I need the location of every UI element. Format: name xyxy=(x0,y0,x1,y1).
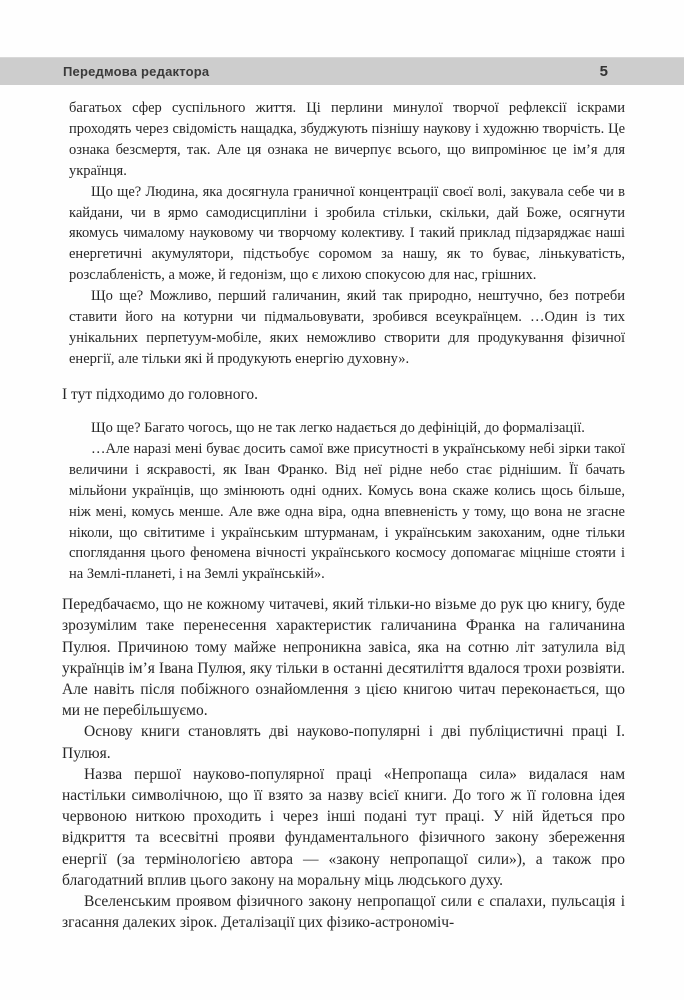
body-paragraph: Основу книги становлять дві науково-популярні і дві публіцистичні праці І. Пулюя. xyxy=(62,723,625,762)
chapter-title: Передмова редактора xyxy=(63,63,210,79)
body-paragraph: Вселенським проявом фізичного закону непропащої сили є спалахи, пульсація і згасання далеких зірок. Деталізації цих фізико-астрономіч- xyxy=(62,893,625,932)
quote-paragraph: Що ще? Людина, яка досягнула граничної концентрації своєї волі, закувала себе чи в кайдани, чи в ярмо самодисципліни і зробила стільки, скільки, дай Боже, осягнути якомусь чималому науковому чи творчому колективу. І такий приклад підзаряджає наші енергетичні акумулятори, підстьобує соромом за нашу, як то буває, лінькуватість, розслабленість, а може, й гедонізм, що є лихою спокусою для нас, грішних. xyxy=(69,183,625,284)
running-header xyxy=(0,57,684,85)
body-paragraph: Назва першої науково-популярної праці «Непропаща сила» видалася нам настільки символічною, що її взято за назву всієї книги. До того ж її головна ідея червоною ниткою проходить і через інші подані тут праці. У ній йдеться про відкриття та всесвітні прояви фундаментального фізичного закону збереження енергії (за термінологією автора — «закону непропащої сили»), а також про благодатний вплив цього закону на моральну міць людського духу. xyxy=(62,765,625,889)
quote-paragraph: Що ще? Багато чогось, що не так легко надається до дефініцій, до формалізації. xyxy=(91,419,585,436)
page-text-block xyxy=(62,98,625,933)
body-paragraph: Передбачаємо, що не кожному читачеві, який тільки-но візьме до рук цю книгу, буде зрозумілим таке перенесення характеристик галичанина Франка на галичанина Пулюя. Причиною тому майже непроникна завіса, яка на сотню літ затулила від українців ім’я Івана Пулюя, яку тільки в останні десятиліття вдалося трохи розвіяти. Але навіть після побіжного ознайомлення з цією книгою читач переконається, що ми не перебільшуємо. xyxy=(62,596,625,720)
quote-paragraph: …Але наразі мені буває досить самої вже присутності в українському небі зірки такої величини і яскравості, як Іван Франко. Від неї рідне небо стає ріднішим. Її бачать мільйони українців, що змінюють одні одних. Комусь вона скаже колись щось більше, ніж мені, комусь менше. Але вже одна віра, одна впевненість у тому, що вона не згасне ніколи, що світитиме і українським штурманам, і українським закоханим, одне тільки споглядання цього феномена вічності українського космосу допомагає міцніше стояти і на Землі-планеті, і на Землі українській». xyxy=(69,440,625,583)
quote-paragraph: Що ще? Можливо, перший галичанин, який так природно, нештучно, без потреби ставити його на котурни чи підмальовувати, зробився всеукраїнцем. …Один із тих унікальних перпетуум-мобіле, яких неможливо створити для продукування фізичної енергії, але тільки які й продукують енергію духовну». xyxy=(69,288,625,367)
page-number: 5 xyxy=(599,62,608,80)
quote-paragraph: багатьох сфер суспільного життя. Ці перлини минулої творчої рефлексії іскрами проходять через свідомість нащадка, збуджують пізнішу наукову і художню творчість. Це ознака безсмертя, так. Але ця ознака не вичерпує всього, що випромінює це ім’я для українця. xyxy=(69,100,625,179)
body-paragraph: І тут підходимо до головного. xyxy=(62,385,259,403)
